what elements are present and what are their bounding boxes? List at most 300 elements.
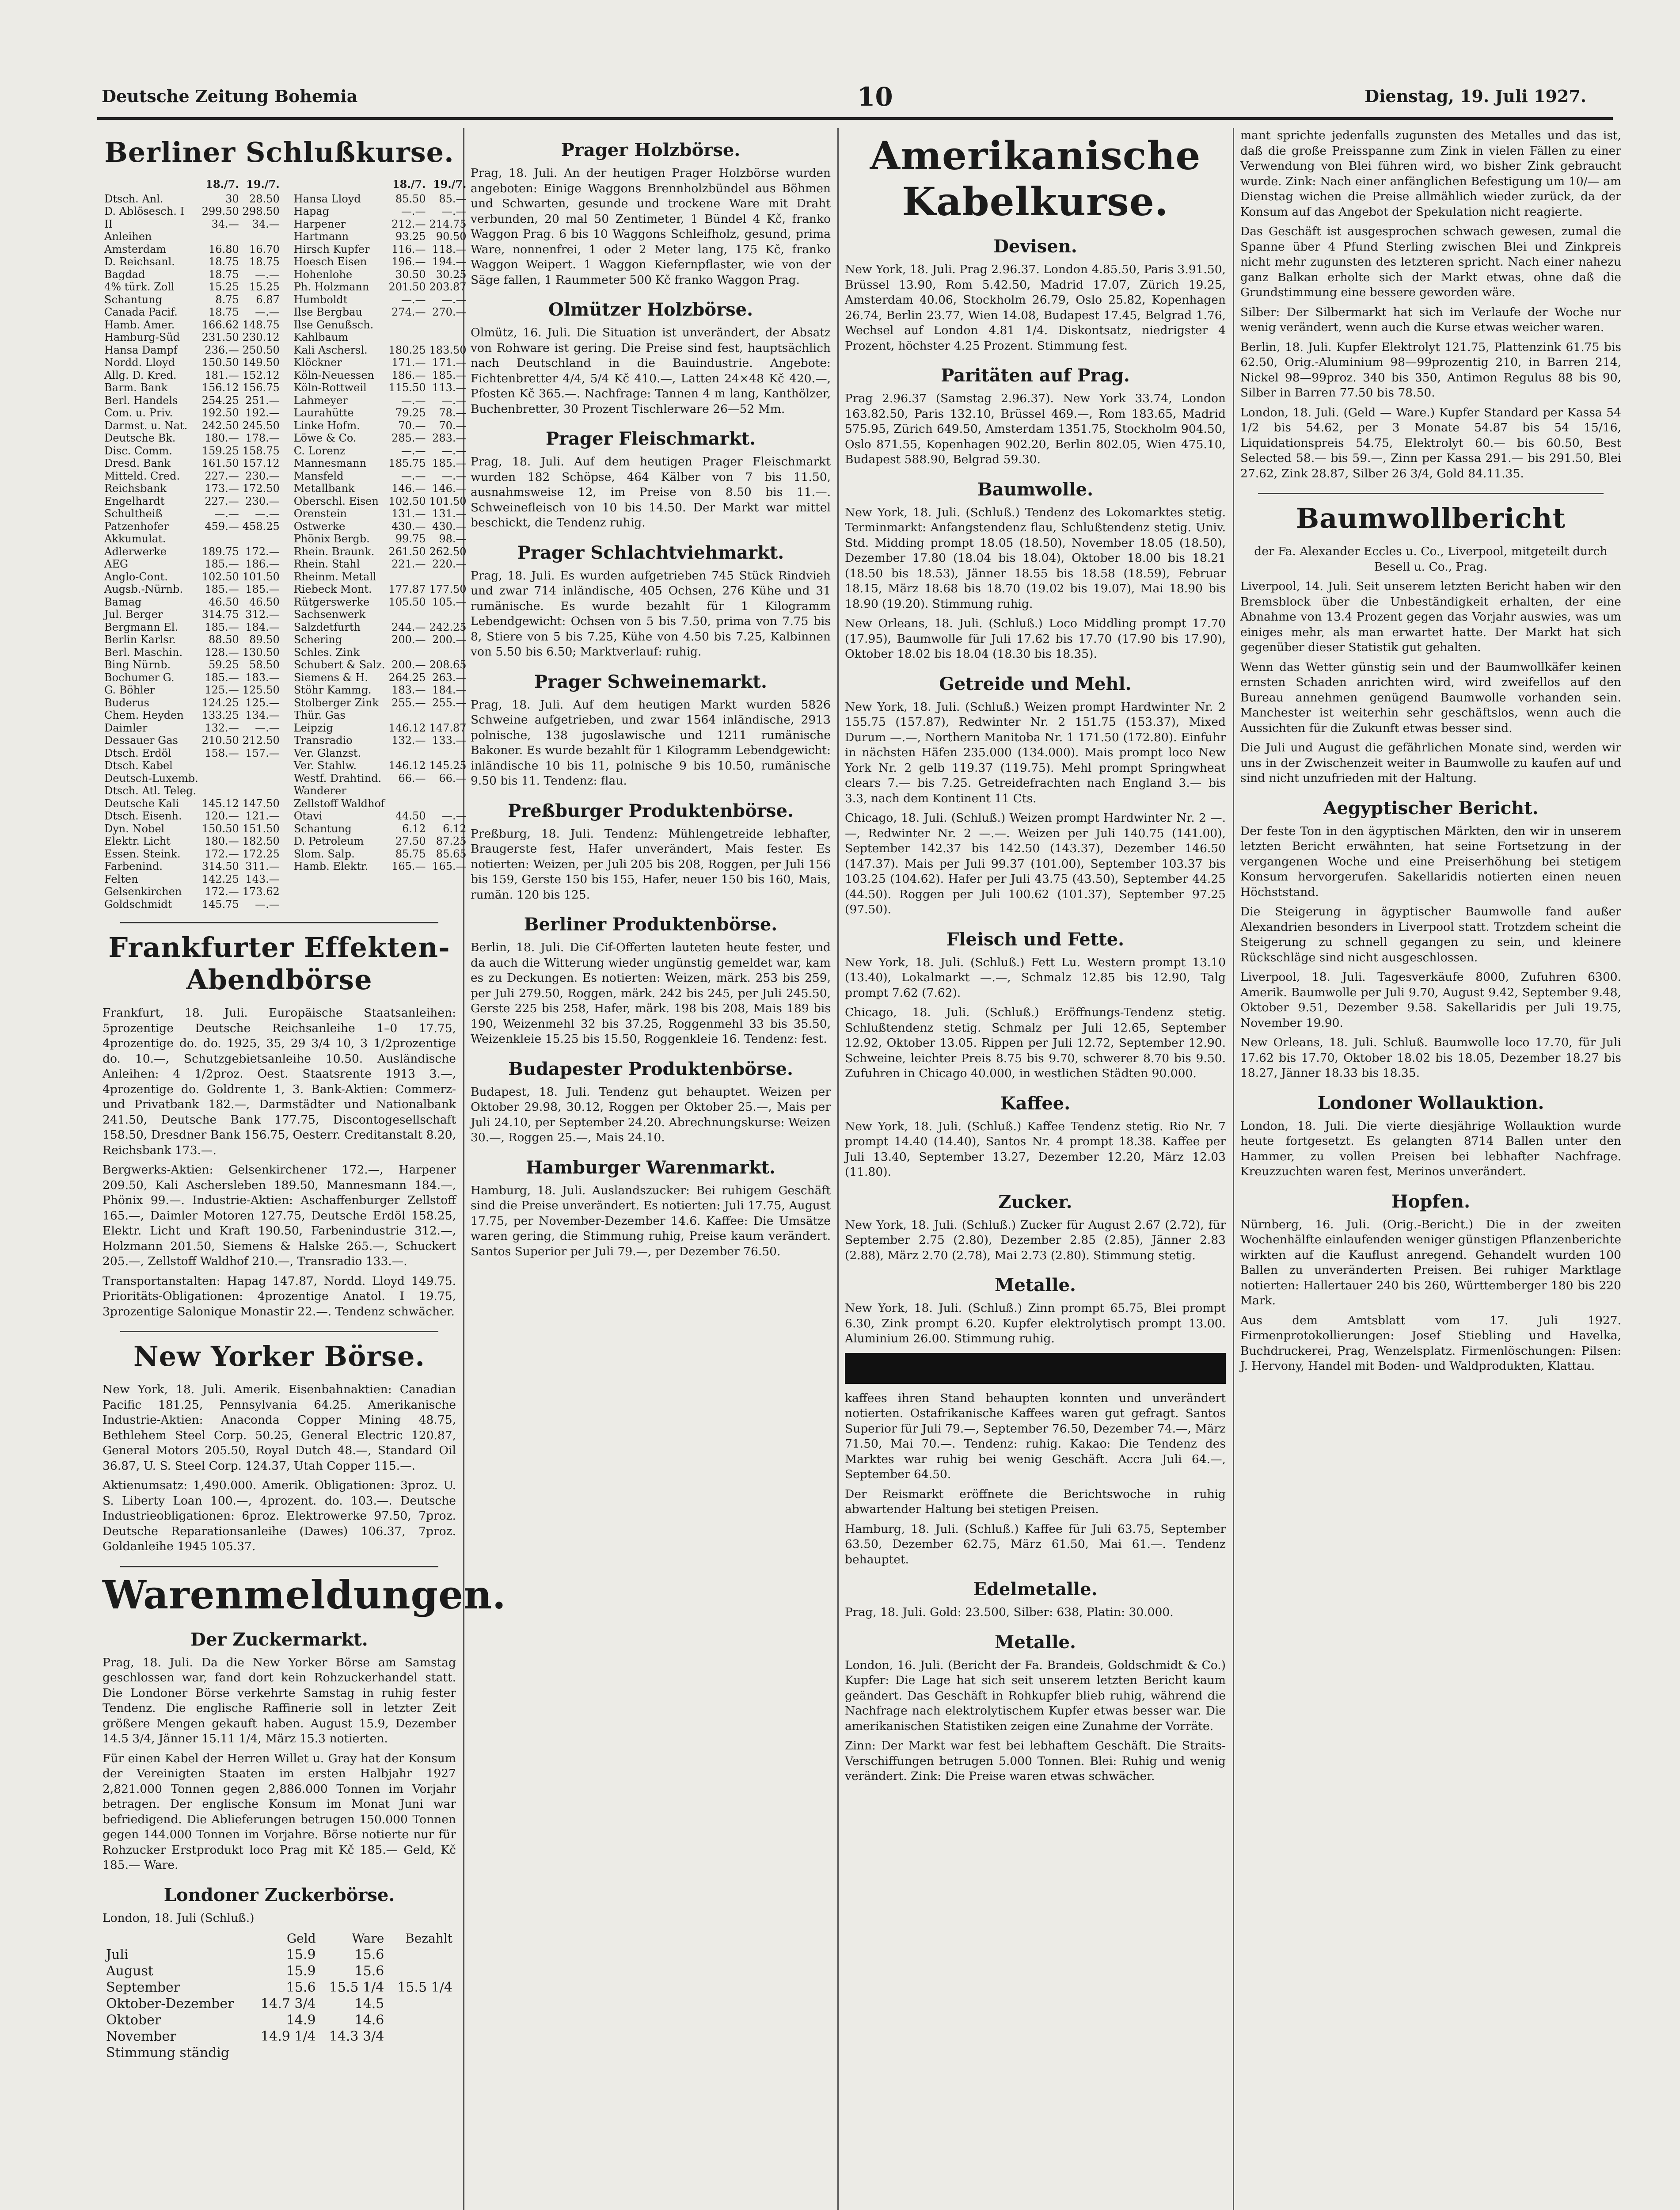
row-value: —.— (401, 293, 426, 306)
table-row (103, 1996, 456, 2012)
row-label: Bochumer G. (104, 671, 175, 684)
table-row (103, 432, 281, 445)
row-label: Com. u. Priv. (104, 407, 173, 419)
row-value: 148.75 (242, 318, 280, 331)
table-row (292, 848, 468, 861)
row-label: Berlin Karlsr. (104, 633, 176, 646)
row-value: 14.9 1/4 (261, 2029, 316, 2044)
row-label: Jul. Berger (104, 608, 163, 621)
row-value: 102.50 (201, 570, 239, 583)
row-label: Hamburg-Süd (104, 331, 180, 343)
table-row (292, 772, 468, 785)
row-value: 44.50 (395, 810, 426, 822)
row-value: —.— (441, 205, 467, 217)
paragraph: New York, 18. Juli. (Schluß.) Zucker für August 2.67 (2.72), für September 2.75 (2.80), Dezember 2.85 (2.85), Jänner 2.83 (2.88), März 2.70 (2.78), Mai 2.73 (2.80). Stimmung stetig. (845, 1218, 1226, 1262)
subsection-title: Prager Fleischmarkt. (545, 428, 756, 449)
table-row (103, 2012, 456, 2028)
paragraph: Hamburg, 18. Juli. (Schluß.) Kaffee für Juli 63.75, September 63.50, Dezember 62.75, März 61.50, Mai 61.—. Tendenz behauptet. (845, 1522, 1226, 1566)
row-value: 173.— (205, 482, 239, 495)
row-value: 131.— (391, 507, 426, 520)
row-value: 242.25 (429, 621, 467, 633)
row-value: 274.— (391, 306, 426, 318)
paragraph: London, 18. Juli. Die vierte diesjährige Wollauktion wurde heute fortgesetzt. Es gelangten 8714 Ballen unter den Hammer, zu vollen Preisen bei lebhafter Nachfrage. Kreuzzuchten waren fest, Merinos unverändert. (1240, 1119, 1621, 1178)
table-row (292, 369, 468, 382)
row-label: November (106, 2029, 176, 2044)
row-value: 85.— (439, 192, 467, 205)
berlin-quotes (103, 178, 467, 911)
section-rule (120, 1566, 438, 1567)
table-row (292, 671, 468, 684)
row-value: 34.— (211, 217, 239, 230)
paragraph: Liverpool, 18. Juli. Tagesverkäufe 8000, Zufuhren 6300. Amerik. Baumwolle per Juli 9.70, August 9.42, September 9.48, Oktober 9.51, Dezember 9.58. Sakellaridis per Juli 19.75, November 19.90. (1240, 970, 1621, 1030)
row-label: Klöckner (293, 356, 342, 369)
row-label: Chem. Heyden (104, 709, 184, 721)
row-label: Bamag (104, 595, 142, 608)
row-label: Schantung (293, 822, 352, 835)
paragraph: Prag, 18. Juli. Auf dem heutigen Prager Fleischmarkt wurden 182 Schöpse, 464 Kälber von 7 bis 11.50, ausnahmsweise 12, im Preise von 8.50 bis 11.—. Schweinefleisch von 10 bis 14.50. Der Markt war mittel beschickt, die Tendenz ruhig. (471, 455, 831, 530)
subsection-title: Hamburger Warenmarkt. (526, 1157, 775, 1178)
row-value: 158.75 (242, 444, 280, 457)
section-rule (120, 922, 438, 923)
row-value (387, 747, 428, 760)
row-value: 161.50 (201, 457, 239, 469)
row-label: Schering (293, 633, 342, 646)
table-row (292, 394, 468, 407)
subsection-title: Prager Schweinemarkt. (534, 671, 767, 692)
row-value (428, 785, 468, 797)
row-value: 15.25 (209, 281, 239, 293)
subsection-title: Londoner Wollauktion. (1317, 1092, 1544, 1113)
subsection-title: Paritäten auf Prag. (941, 365, 1130, 386)
paragraph: Liverpool, 14. Juli. Seit unserem letzten Bericht haben wir den Bremsblock über die Unbeständigkeit erhalten, der eine Abnahme von 13.4 Prozent gegen das Vorjahr auswies, was um einiges mehr, als man erwartet hatte. Der Markt hat sich gegenüber dieser Statistik gut gehalten. (1240, 579, 1621, 654)
row-label: Amsterdam (104, 243, 167, 255)
subsection-title: Devisen. (993, 236, 1077, 257)
row-label: Zellstoff Waldhof (293, 797, 385, 810)
row-label: D. Petroleum (293, 835, 364, 847)
row-value: 183.— (391, 684, 426, 696)
table-row (103, 268, 281, 281)
row-label: Dessauer Gas (104, 734, 178, 747)
table-row (292, 331, 468, 344)
row-value: 90.50 (436, 230, 467, 243)
table-row (103, 772, 281, 785)
row-value: —.— (441, 469, 467, 482)
row-value (387, 319, 428, 332)
row-value: 298.50 (242, 205, 280, 217)
table-row (292, 583, 468, 596)
row-value: 8.75 (215, 293, 239, 306)
row-value (388, 1947, 456, 1963)
table-row (292, 697, 468, 709)
table-row (292, 419, 468, 432)
row-value: 192.— (245, 407, 280, 419)
row-value: 14.7 3/4 (261, 1996, 316, 2012)
column-2 (471, 128, 831, 2210)
row-label: AEG (104, 558, 129, 570)
row-value: 30 (225, 192, 239, 205)
row-value: 255.— (391, 696, 426, 709)
row-value: 14.3 3/4 (329, 2029, 384, 2044)
row-value: 66.— (439, 772, 467, 785)
row-value: 184.— (245, 621, 280, 633)
row-value: 150.50 (201, 822, 239, 835)
row-value: 85.65 (436, 847, 467, 860)
row-value: 142.25 (201, 873, 239, 885)
table-row (292, 243, 468, 256)
table-row (103, 381, 281, 394)
paragraph: Aus dem Amtsblatt vom 17. Juli 1927. Firmenprotokollierungen: Josef Stiebling und Havelka, Buchdruckerei, Prag, Wenzelsplatz. Firmenlöschungen: Pilsen: J. Hervony, Handel mit Boden- und Waldprodukten, Klattau. (1240, 1313, 1621, 1373)
table-row (103, 810, 281, 823)
subsection-title: Hopfen. (1391, 1191, 1471, 1212)
row-label: Mannesmann (293, 457, 367, 469)
row-value: 133.25 (201, 709, 239, 721)
row-label: D. Ablösesch. I (104, 205, 184, 217)
table-row (292, 306, 468, 319)
row-value: 251.— (245, 394, 280, 407)
table-row (103, 633, 281, 646)
row-label: Slom. Salp. (293, 847, 355, 860)
table-row (103, 445, 281, 457)
table-row (292, 507, 468, 520)
table-row (292, 457, 468, 470)
row-label: Berl. Maschin. (104, 646, 183, 659)
row-value (241, 772, 281, 785)
paragraph: Zinn: Der Markt war fest bei lebhaftem Geschäft. Die Straits-Verschiffungen betrugen 5.000 Tonnen. Blei: Ruhig und wenig verändert. Zink: Die Preise waren etwas schwächer. (845, 1739, 1226, 1783)
row-value (388, 2012, 456, 2028)
row-label: Stöhr Kammg. (293, 684, 372, 696)
frankfurt-text (103, 1006, 456, 1319)
row-value: 180.— (205, 432, 239, 444)
subsection-title: Berliner Produktenbörse. (524, 914, 778, 935)
table-row (292, 495, 468, 508)
section-rule (1258, 493, 1604, 494)
table-row (292, 633, 468, 646)
row-value (241, 230, 281, 243)
row-label: Ver. Stahlw. (293, 759, 357, 772)
row-value: 157.12 (242, 457, 280, 469)
row-value: —.— (255, 268, 280, 281)
row-value: 145.12 (201, 797, 239, 810)
row-value: 200.— (432, 633, 467, 646)
row-value: 18.75 (209, 306, 239, 318)
row-label: Riebeck Mont. (293, 583, 372, 595)
table-row (103, 482, 281, 495)
row-label: Stimmung ständig (106, 2045, 230, 2061)
row-label: Oberschl. Eisen (293, 495, 379, 507)
row-label: Lahmeyer (293, 394, 348, 407)
row-label: Rütgerswerke (293, 595, 370, 608)
row-value: 151.50 (242, 822, 280, 835)
table-row (103, 193, 281, 206)
paragraph: New York, 18. Juli. (Schluß.) Kaffee Tendenz stetig. Rio Nr. 7 prompt 14.40 (14.40), Santos Nr. 4 prompt 18.38. Kaffee per Juli 13.40, September 13.27, Dezember 12.20, März 12.03 (11.80). (845, 1119, 1226, 1179)
row-value (319, 2045, 388, 2061)
row-value: —.— (401, 444, 426, 457)
table-row (292, 533, 468, 545)
row-label: Buderus (104, 696, 149, 709)
row-value (388, 2045, 456, 2061)
row-value: 132.— (391, 734, 426, 747)
row-value (200, 772, 241, 785)
row-value: 182.50 (242, 835, 280, 847)
row-value: 18.75 (209, 268, 239, 281)
section-subtitle: der Fa. Alexander Eccles u. Co., Liverpool, mitgeteilt durch Besell u. Co., Prag. (1254, 545, 1608, 574)
row-label: Hamb. Amer. (104, 318, 175, 331)
table-row (292, 759, 468, 772)
row-label: Schultheiß (104, 507, 163, 520)
paragraph: New York, 18. Juli. (Schluß.) Tendenz des Lokomarktes stetig. Terminmarkt: Anfangstendenz flau, Schlußtendenz stetig. Univ. Std. Midding prompt 18.05 (18.50), November 18.05 (18.50), Dezember 17.80 (18.04 bis 18.04), Oktober 18.00 bis 18.21 (18.50 bis 18.53), Jänner 18.55 bis 18.58 (18.59), Februar 18.15, März 18.68 bis 18.70 (19.02 bis 19.07), Mai 18.90 bis 18.90 (19.20). Stimmung ruhig. (845, 505, 1226, 611)
table-row (292, 596, 468, 609)
table-row (103, 898, 281, 911)
row-label: Engelhardt (104, 495, 165, 507)
row-label: Mansfeld (293, 469, 344, 482)
row-value: 79.25 (395, 407, 426, 419)
row-label: Laurahütte (293, 407, 354, 419)
row-value (241, 785, 281, 797)
row-value: 430.— (391, 520, 426, 533)
row-value: 134.— (245, 709, 280, 721)
row-label: Hansa Dampf (104, 343, 178, 356)
date-header: 18./7. (205, 178, 239, 191)
row-value: 132.— (205, 721, 239, 734)
row-value: 177.87 (388, 583, 426, 595)
row-value: 156.12 (201, 381, 239, 394)
row-value: 230.— (245, 469, 280, 482)
row-value: 244.— (391, 621, 426, 633)
table-row (292, 255, 468, 268)
row-value: 14.9 (286, 2012, 316, 2028)
row-label: Dtsch. Anl. (104, 192, 163, 205)
row-value: 285.— (391, 432, 426, 444)
table-row (103, 621, 281, 634)
subsection-title: Preßburger Produktenbörse. (508, 800, 794, 821)
row-label: Oktober (106, 2012, 161, 2028)
subsection-title: Edelmetalle. (973, 1579, 1098, 1600)
table-row (292, 230, 468, 243)
row-value: 177.50 (429, 583, 467, 595)
subsection-title: Kaffee. (1000, 1093, 1071, 1114)
table-row (103, 571, 281, 583)
row-value: 242.50 (201, 419, 239, 432)
page-header (66, 82, 1613, 117)
table-row (103, 281, 281, 293)
row-value: 245.50 (242, 419, 280, 432)
row-value: —.— (441, 394, 467, 407)
row-value: 192.50 (201, 407, 239, 419)
row-value: 147.50 (242, 797, 280, 810)
row-label: Gelsenkirchen (104, 885, 182, 898)
row-value: 270.— (432, 306, 467, 318)
table-row (292, 432, 468, 445)
row-value: 254.25 (201, 394, 239, 407)
row-value: —.— (401, 205, 426, 217)
table-row (103, 356, 281, 369)
row-label: Darmst. u. Nat. (104, 419, 188, 432)
row-value: 220.— (432, 558, 467, 570)
table-row (103, 205, 281, 218)
row-value: 171.— (432, 356, 467, 369)
row-label: Nordd. Lloyd (104, 356, 175, 369)
column-divider (837, 128, 839, 2210)
table-row (103, 495, 281, 508)
row-value: 105.50 (388, 595, 426, 608)
paragraph: London, 18. Juli. (Geld — Ware.) Kupfer Standard per Kassa 54 1/2 bis 54.62, per 3 Monate 54.87 bis 54 15/16, Liquidationspreis 54.75, Elektrolyt 60.— bis 60.50, Best Selected 58.— bis 59.—, Zinn per Kassa 291.— bis 291.50, Blei 27.62, Zink 28.87, Silber 26 3/4, Gold 84.11.35. (1240, 405, 1621, 480)
row-label: Hapag (293, 205, 330, 217)
row-label: Rhein. Stahl (293, 558, 360, 570)
table-row (292, 646, 468, 659)
row-value: 70.— (398, 419, 426, 432)
row-value: 314.50 (201, 860, 239, 873)
row-label: Orenstein (293, 507, 347, 520)
row-value (388, 1963, 456, 1979)
row-value: 255.— (432, 696, 467, 709)
row-value: 172.25 (242, 847, 280, 860)
table-row (292, 621, 468, 634)
row-label: Anglo-Cont. (104, 570, 168, 583)
subsection-title: Fleisch und Fette. (946, 929, 1125, 950)
paragraph: Olmütz, 16. Juli. Die Situation ist unverändert, der Absatz von Rohware ist gering. Die Preise sind fest, hauptsächlich nach Deutschland in die Bauindustrie. Angebote: Fichtenbretter 4/4, 5/4 Kč 410.—, Latten 24×48 Kč 420.—, Pfosten Kč 365.—. Nachfrage: Tannen 4 m lang, Kanthölzer, Buchenbretter, 30 Prozent Tischlerware 26—52 Mm. (471, 326, 831, 416)
row-value: 283.— (432, 432, 467, 444)
table-row (292, 722, 468, 735)
paragraph: Budapest, 18. Juli. Tendenz gut behauptet. Weizen per Oktober 29.98, 30.12, Roggen per Oktober 25.—, Mais per Juli 24.10, per September 24.20. Abrechnungskurse: Weizen 30.—, Roggen 25.—, Mais 24.10. (471, 1085, 831, 1144)
row-label: Dtsch. Erdöl (104, 747, 171, 759)
row-label: Akkumulat. (104, 533, 166, 545)
row-value: 78.— (439, 407, 467, 419)
column-header: Ware (352, 1931, 384, 1946)
table-row (103, 860, 281, 873)
row-value: 230.12 (242, 331, 280, 343)
subsection-title: Baumwolle. (977, 479, 1093, 500)
row-value: 183.50 (429, 343, 467, 356)
table-row (103, 671, 281, 684)
row-value: 145.25 (429, 759, 467, 772)
row-label: Berl. Handels (104, 394, 178, 407)
row-value: 250.50 (242, 343, 280, 356)
table-row (292, 356, 468, 369)
table-row (103, 759, 281, 772)
row-value: 200.— (391, 659, 426, 671)
column-header: Geld (286, 1931, 316, 1946)
row-label: Bagdad (104, 268, 145, 281)
row-value: 165.— (432, 860, 467, 873)
row-value: 185.75 (388, 457, 426, 469)
row-label: Hoesch Eisen (293, 255, 367, 268)
page-number: 10 (857, 82, 893, 112)
row-label: Canada Pacif. (104, 306, 178, 318)
table-row (103, 319, 281, 332)
row-value: 227.— (205, 495, 239, 507)
row-value: 116.— (391, 243, 426, 255)
row-label: Schles. Zink (293, 646, 360, 659)
table-row (292, 381, 468, 394)
row-label: Löwe & Co. (293, 432, 357, 444)
row-value (200, 533, 241, 545)
row-label: Deutsche Kali (104, 797, 179, 810)
row-value: 30.25 (436, 268, 467, 281)
subsection-title: Getreide und Mehl. (939, 673, 1132, 694)
row-label: Anleihen (104, 230, 152, 243)
row-value (388, 2028, 456, 2045)
table-row (103, 797, 281, 810)
row-value: 66.— (398, 772, 426, 785)
row-label: Reichsbank (104, 482, 167, 495)
paragraph: Silber: Der Silbermarkt hat sich im Verlaufe der Woche nur wenig verändert, wenn auch die Kurse etwas weicher waren. (1240, 305, 1621, 334)
row-value: 130.50 (242, 646, 280, 659)
table-row (103, 306, 281, 319)
table-row (103, 2045, 456, 2061)
table-row (103, 722, 281, 735)
row-label: Linke Hofm. (293, 419, 360, 432)
row-value: 6.12 (443, 822, 467, 835)
paragraph: Berlin, 18. Juli. Die Cif-Offerten lauteten heute fester, und da auch die Witterung wieder ungünstig gemeldet war, kam es zu Deckungen. Es notierten: Weizen, märk. 253 bis 259, per Juli 279.50, Roggen, märk. 242 bis 245, per Juli 245.50, Gerste 225 bis 258, Hafer, märk. 198 bis 208, Mais 189 bis 190, Weizenmehl 32 bis 37.25, Roggenmehl 33 bis 35.50, Weizenkleie 15.25 bis 15.50, Roggenkleie 16. Tendenz: fest. (471, 941, 831, 1046)
table-row (103, 243, 281, 256)
black-bar (845, 1353, 1226, 1384)
paragraph: New York, 18. Juli. (Schluß.) Fett Lu. Western prompt 13.10 (13.40), Lokalmarkt —.—, Schmalz 12.85 bis 12.90, Talg prompt 7.62 (7.62). (845, 955, 1226, 1000)
row-label: Wanderer (293, 785, 346, 797)
paper-name: Deutsche Zeitung Bohemia (102, 86, 358, 106)
row-value: 15.9 (286, 1947, 316, 1962)
row-value (428, 797, 468, 810)
date-header: 18./7. (392, 178, 426, 191)
table-row (103, 558, 281, 571)
row-label: Harpener (293, 217, 346, 230)
row-label: Hansa Lloyd (293, 192, 361, 205)
subsection-title: Londoner Zuckerbörse. (163, 1884, 395, 1905)
row-value: 185.— (432, 457, 467, 469)
row-value: 99.75 (395, 533, 426, 545)
row-label: Westf. Drahtind. (293, 772, 382, 785)
row-label: Augsb.-Nürnb. (104, 583, 183, 595)
row-label: Hohenlohe (293, 268, 353, 281)
row-label: Humboldt (293, 293, 348, 306)
row-value: 208.65 (429, 659, 467, 671)
row-label: August (106, 1963, 153, 1979)
paragraph: Prag, 18. Juli. Da die New Yorker Börse am Samstag geschlossen war, fand dort kein Rohzuckerhandel statt. Die Londoner Börse verkehrte Samstag in ruhig fester Tendenz. Die englische Raffinerie soll in letzter Zeit größere Mengen gekauft haben. August 15.9, Dezember 14.5 3/4, Jänner 15.11 1/4, März 15.3 notierten. (103, 1655, 456, 1745)
row-value: 183.— (245, 671, 280, 684)
table-row (103, 507, 281, 520)
table-row (103, 848, 281, 861)
subsection-title: Prager Holzbörse. (561, 140, 741, 160)
table-row (292, 319, 468, 332)
paragraph: London, 18. Juli (Schluß.) (103, 1911, 255, 1925)
table-row (292, 747, 468, 760)
row-value: 58.50 (249, 659, 280, 671)
table-row (292, 797, 468, 810)
paragraph: London, 16. Juli. (Bericht der Fa. Brandeis, Goldschmidt & Co.) Kupfer: Die Lage hat sich seit unserem letzten Bericht kaum geändert. Das Geschäft in Rohkupfer blieb ruhig, während die Nachfrage nach elektrolytischem Kupfer etwas besser war. Die amerikanischen Statistiken zeigen eine Zunahme der Vorräte. (845, 1658, 1226, 1733)
paragraph: Für einen Kabel der Herren Willet u. Gray hat der Konsum der Vereinigten Staaten im ersten Halbjahr 1927 2,821.000 Tonnen gegen 2,886.000 Tonnen im Vorjahr betragen. Der englische Konsum im Monat Juni war befriedigend. Die Ablieferungen betrugen 150.000 Tonnen gegen 144.000 Tonnen im Vorjahre. Börse notierte nur für Rohzucker Erstprodukt loco Prag mit Kč 185.— Geld, Kč 185.— Ware. (103, 1751, 456, 1872)
row-label: Barm. Bank (104, 381, 168, 394)
paragraph: Preßburg, 18. Juli. Tendenz: Mühlengetreide lebhafter, Braugerste fest, Hafer unverändert, Mais fester. Es notierten: Weizen, per Juli 205 bis 208, Roggen, per Juli 156 bis 159, Gerste 150 bis 155, Hafer, neuer 150 bis 160, Mais, rumän. 120 bis 125. (471, 827, 831, 902)
row-label: Sachsenwerk (293, 608, 366, 621)
table-row (103, 1947, 456, 1963)
column-3 (845, 128, 1226, 2210)
row-value: 93.25 (395, 230, 426, 243)
paragraph: Frankfurt, 18. Juli. Europäische Staatsanleihen: 5prozentige Deutsche Reichsanleihe 1–0 17.75, 4prozentige do. do. 1925, 35, 29 3/4 10, 3 1/2prozentige do. 10.—, Schutzgebietsanleihe 10.50. Ausländische Anleihen: 4 1/2proz. Oest. Staatsrente 1913 3.—, 4prozentige do. Goldrente 1, 3. Bank-Aktien: Commerz- und Privatbank 182.—, Darmstädter und Nationalbank 241.50, Deutsche Bank 177.75, Discontogesellschaft 158.50, Dresdner Bank 156.75, Oesterr. Creditanstalt 8.20, Reichsbank 173.—. (103, 1006, 456, 1157)
row-label: Patzenhofer (104, 520, 169, 533)
row-value: 6.12 (402, 822, 426, 835)
row-label: Otavi (293, 810, 323, 822)
row-value (241, 533, 281, 545)
row-value: 186.— (245, 558, 280, 570)
row-value: 101.50 (429, 495, 467, 507)
row-label: Goldschmidt (104, 898, 172, 911)
row-value: —.— (441, 810, 467, 822)
row-value: 85.50 (395, 192, 426, 205)
table-row (103, 369, 281, 382)
row-value: 147.87 (429, 721, 467, 734)
row-value: 158.— (205, 747, 239, 759)
row-value: 125.50 (242, 684, 280, 696)
row-label: Köln-Rottweil (293, 381, 367, 394)
